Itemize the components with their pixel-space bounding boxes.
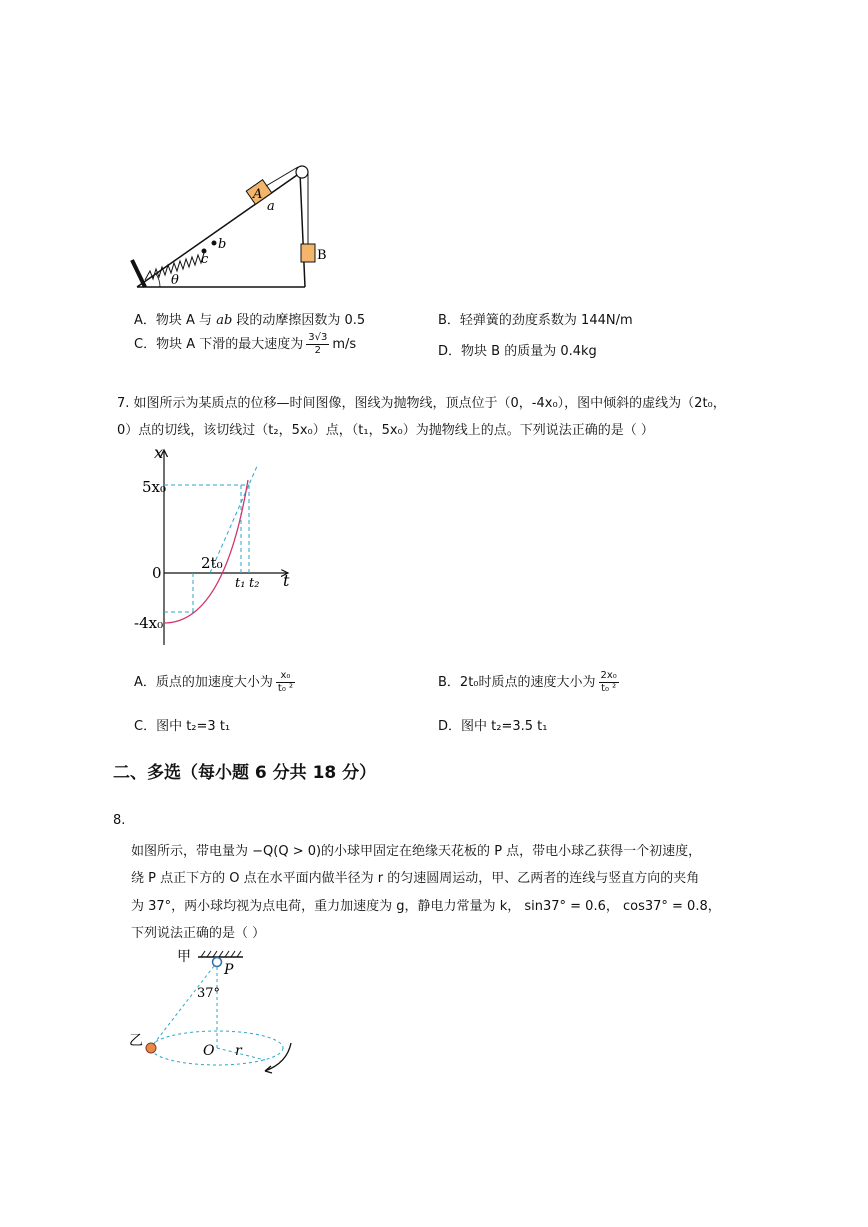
label-c: c: [201, 252, 209, 267]
label-angle: 37°: [197, 986, 221, 1001]
circular-motion-figure: [125, 945, 305, 1075]
label-x: x: [154, 443, 164, 462]
q8-stem-line4: 下列说法正确的是（ ）: [131, 926, 266, 941]
fraction-denominator: t₀ ²: [277, 683, 294, 694]
label-o: O: [203, 1043, 215, 1059]
q6-option-a: [134, 309, 365, 328]
label-block-b: B: [317, 248, 327, 263]
ball-yi: [146, 1043, 156, 1053]
label-yi: 乙: [129, 1033, 143, 1049]
q6-option-a-prefix: A．物块 A 与: [134, 313, 217, 328]
q7-option-a-fraction: [276, 670, 295, 695]
q7-option-c: C．图中 t₂=3 t₁: [134, 719, 231, 734]
q6-option-d: D．物块 B 的质量为 0.4kg: [438, 344, 597, 359]
q7-option-a: [134, 670, 298, 695]
section-heading: 二、多选（每小题 6 分共 18 分）: [113, 763, 377, 783]
q8-number: 8.: [113, 813, 126, 828]
dashed-string: [153, 966, 214, 1045]
stop-plate: [132, 260, 145, 287]
label-p: P: [224, 962, 234, 978]
fraction-numerator: 2x₀: [600, 670, 617, 681]
tangent-line: [210, 464, 258, 573]
fraction-numerator: x₀: [276, 670, 295, 683]
incline-vertical: [300, 173, 305, 287]
label-a: a: [267, 199, 275, 214]
label-jia: 甲: [177, 949, 191, 965]
ceiling-hatch: [201, 951, 241, 957]
label-2t0: 2t₀: [201, 554, 223, 572]
parabola-curve: [164, 480, 248, 623]
pulley: [296, 166, 308, 178]
q7-stem-line2: 0）点的切线，该切线过（t₂，5x₀）点，（t₁，5x₀）为抛物线上的点。下列说法正确的是（ ）: [117, 423, 654, 438]
label-5x0: 5x₀: [142, 478, 167, 496]
q6-option-c-fraction: [306, 332, 329, 357]
q6-option-c-suffix: m/s: [332, 337, 357, 352]
label-block-a: A: [253, 187, 263, 202]
incline-figure: [125, 160, 340, 300]
point-b: [212, 241, 217, 246]
q8-stem-line1: 如图所示，带电量为 −Q(Q > 0)的小球甲固定在绝缘天花板的 P 点，带电小球乙获得一个初速度，: [131, 844, 702, 859]
label-b: b: [218, 237, 227, 252]
label-t2: t₂: [249, 576, 260, 591]
q6-option-a-suffix: 段的动摩擦因数为 0.5: [232, 313, 366, 328]
q8-stem-line3: 为 37°，两小球均视为点电荷，重力加速度为 g，静电力常量为 k， sin37° = 0.6， cos37° = 0.8，: [131, 899, 721, 914]
q6-option-a-italic: ab: [216, 313, 233, 328]
q7-stem-line1: 7. 如图所示为某质点的位移—时间图像，图线为抛物线，顶点位于（0，-4x₀），图中倾斜的虚线为（2t₀，: [117, 396, 726, 411]
label-r: r: [235, 1043, 242, 1059]
q7-option-d: D．图中 t₂=3.5 t₁: [438, 719, 548, 734]
fraction-denominator: t₀ ²: [601, 683, 617, 694]
q7-option-b: [438, 670, 622, 695]
fraction-denominator: 2: [314, 345, 321, 356]
label-t1: t₁: [235, 576, 246, 591]
q7-option-b-fraction: [599, 670, 619, 695]
displacement-time-graph: [128, 440, 308, 650]
label-zero: 0: [152, 564, 162, 582]
q6-option-c-prefix: C．物块 A 下滑的最大速度为: [134, 337, 304, 352]
q7-option-b-prefix: B．2t₀时质点的速度大小为: [438, 675, 596, 690]
q8-stem-line2: 绕 P 点正下方的 O 点在水平面内做半径为 r 的匀速圆周运动，甲、乙两者的连线与竖直方向的夹角: [131, 871, 700, 886]
ball-jia: [213, 958, 222, 967]
block-b: [301, 244, 315, 262]
q7-option-a-prefix: A．质点的加速度大小为: [134, 675, 273, 690]
rope-incline: [266, 167, 298, 186]
rotation-arrow: [265, 1043, 291, 1071]
q6-option-c: [134, 332, 356, 357]
label-minus-4x0: -4x₀: [134, 614, 164, 632]
q6-option-b: B．轻弹簧的劲度系数为 144N/m: [438, 313, 633, 328]
label-theta: θ: [171, 273, 179, 288]
fraction-numerator: 3√3: [308, 332, 328, 343]
label-t: t: [283, 571, 290, 590]
